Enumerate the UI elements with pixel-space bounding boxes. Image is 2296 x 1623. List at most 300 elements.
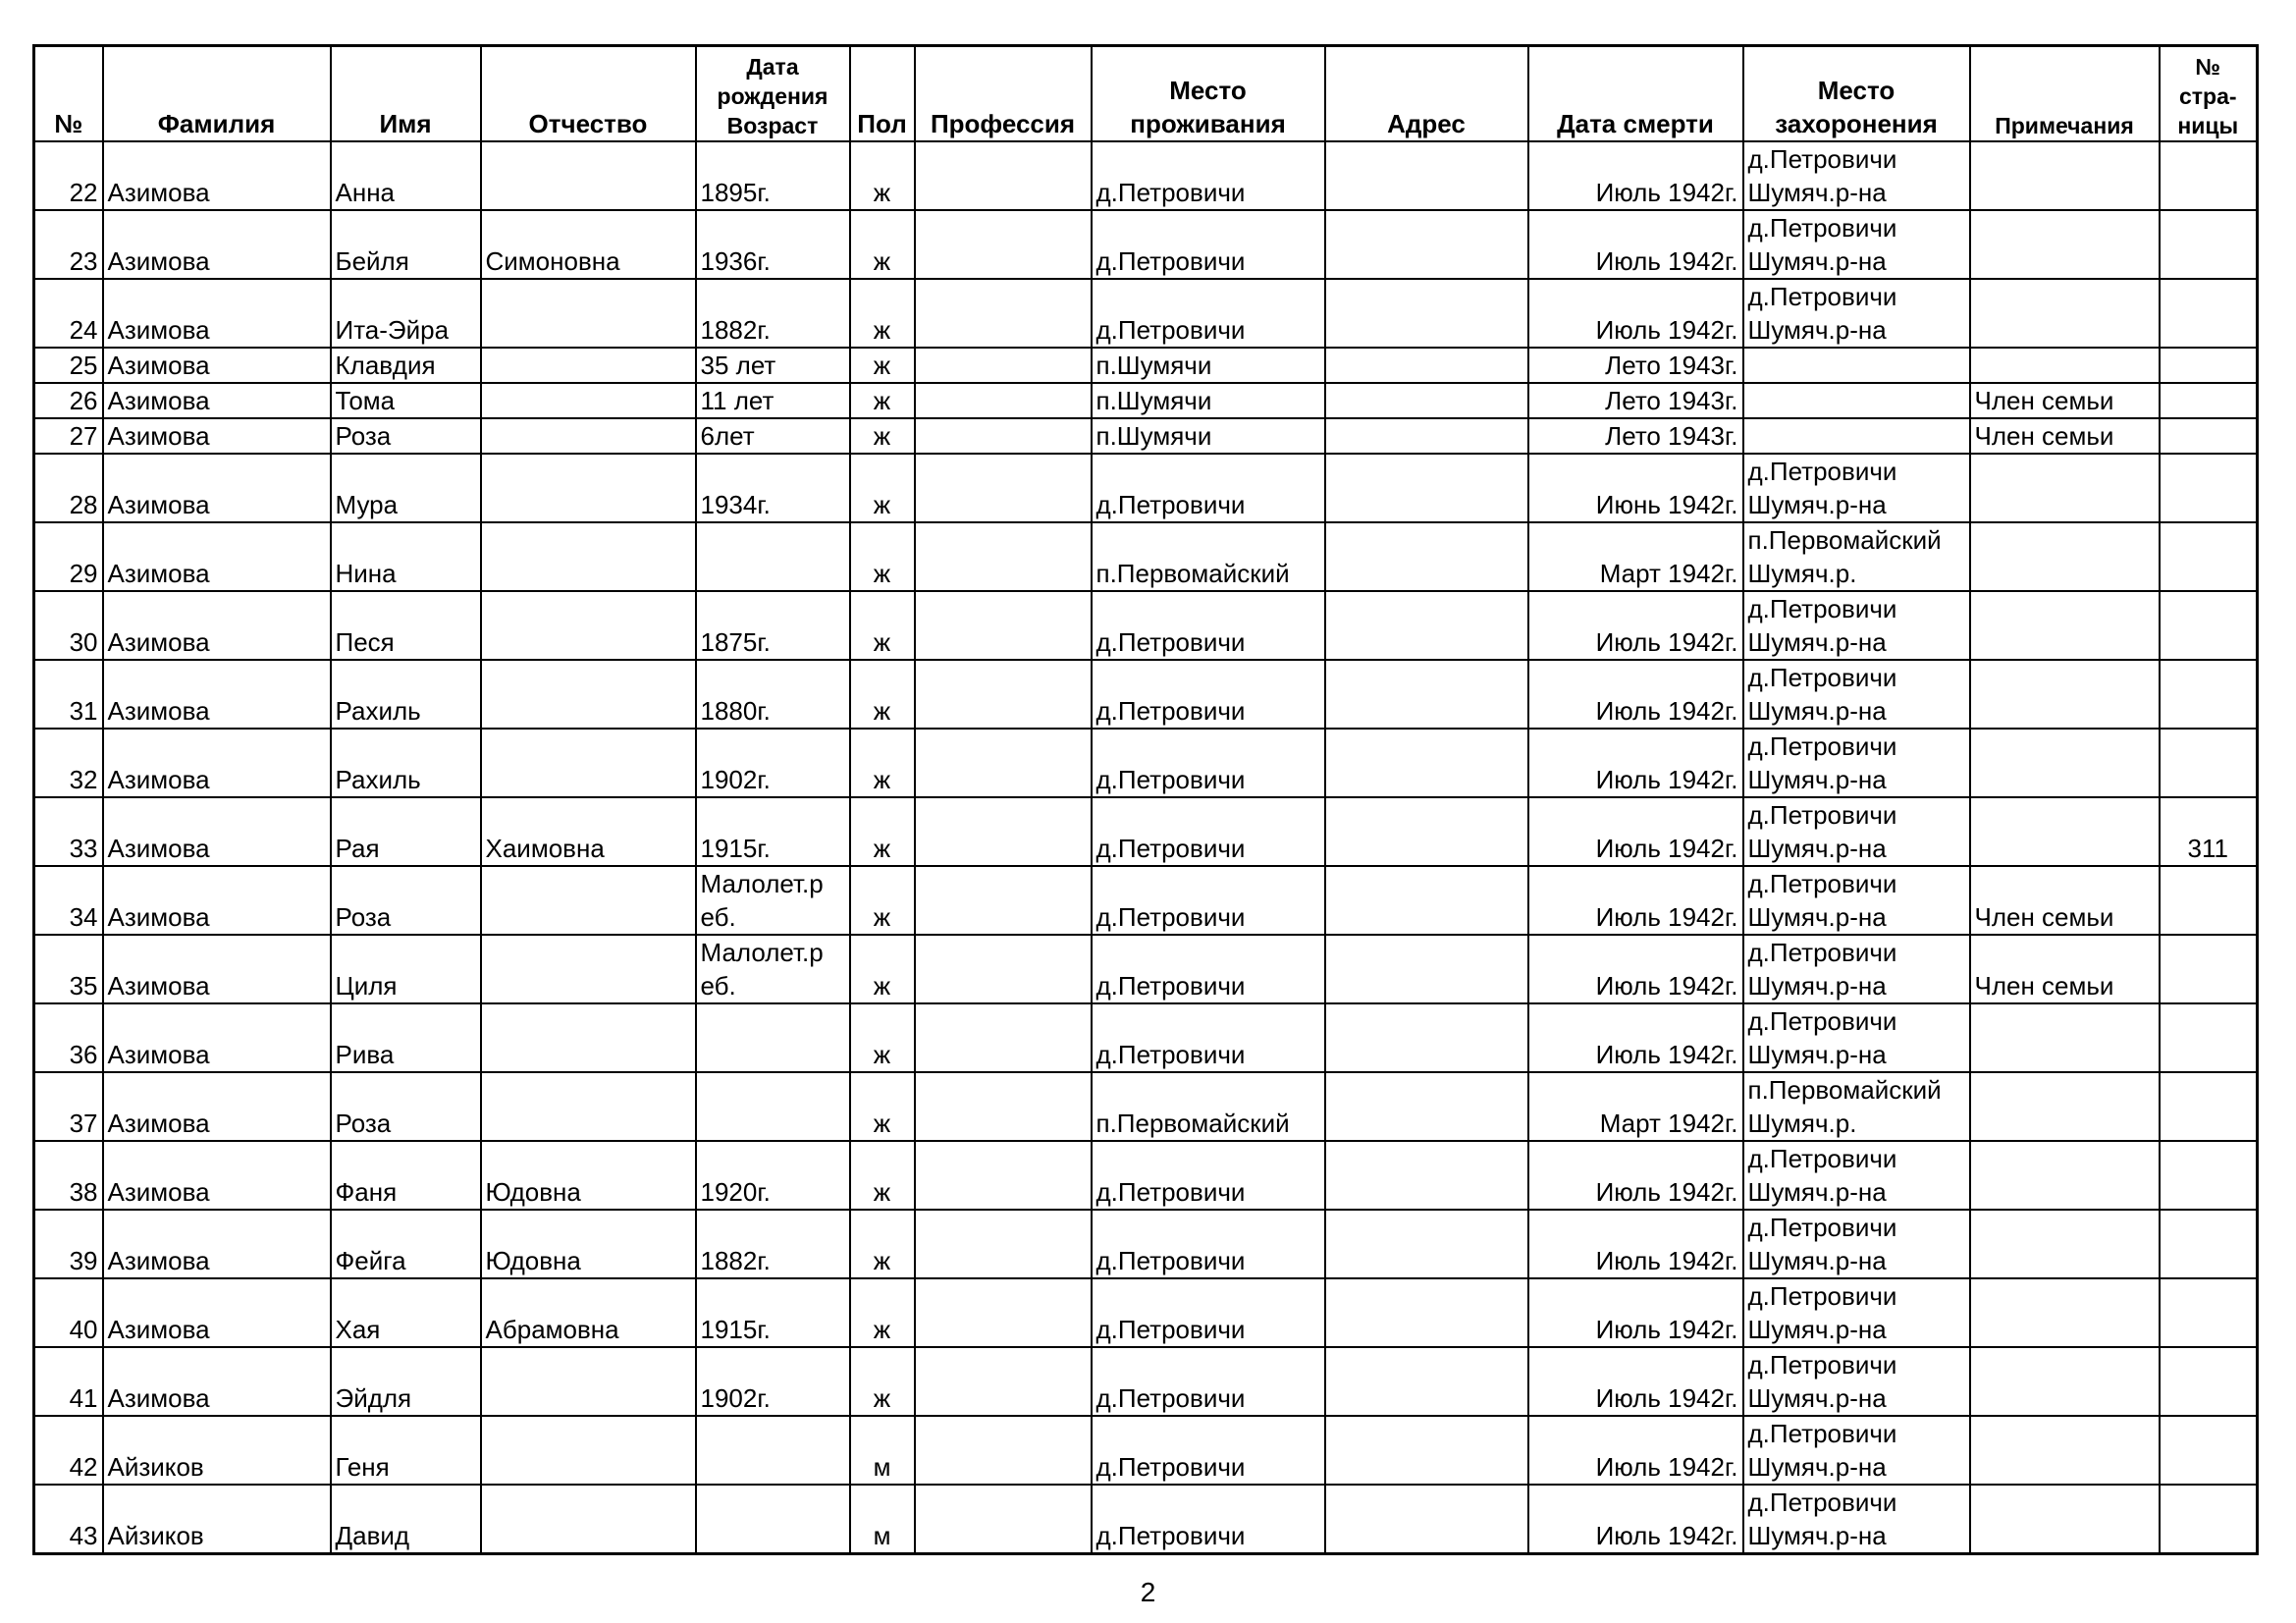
cell-birth-line: 1920г. — [700, 1177, 771, 1207]
cell-residence: д.Петровичи — [1092, 1141, 1325, 1210]
cell-birth — [696, 210, 850, 279]
header-num: № — [34, 46, 103, 142]
cell-notes — [1970, 1278, 2160, 1347]
cell-residence: д.Петровичи — [1092, 866, 1325, 935]
cell-num: 36 — [34, 1003, 103, 1072]
cell-page — [2160, 522, 2258, 591]
cell-patronymic: Хаимовна — [481, 797, 696, 866]
cell-address — [1325, 141, 1528, 210]
cell-surname: Азимова — [103, 279, 331, 348]
cell-address — [1325, 1072, 1528, 1141]
header-patronymic: Отчество — [481, 46, 696, 142]
cell-page — [2160, 141, 2258, 210]
cell-sex: ж — [850, 279, 915, 348]
cell-birth — [696, 866, 850, 935]
header-burial-line2: захоронения — [1775, 109, 1938, 138]
cell-address — [1325, 1347, 1528, 1416]
cell-residence: д.Петровичи — [1092, 729, 1325, 797]
cell-burial — [1743, 1485, 1970, 1554]
header-residence-line2: проживания — [1130, 109, 1286, 138]
cell-birth — [696, 1485, 850, 1554]
cell-burial — [1743, 1072, 1970, 1141]
cell-name: Анна — [331, 141, 481, 210]
cell-burial-line: Шумяч.р-на — [1747, 490, 1887, 519]
cell-address — [1325, 279, 1528, 348]
cell-sex: ж — [850, 729, 915, 797]
cell-name: Рахиль — [331, 660, 481, 729]
cell-sex: ж — [850, 418, 915, 454]
cell-num: 23 — [34, 210, 103, 279]
cell-death: Июль 1942г. — [1528, 660, 1743, 729]
cell-birth — [696, 660, 850, 729]
cell-burial — [1743, 1278, 1970, 1347]
cell-birth-line: 1875г. — [700, 627, 771, 657]
cell-sex: ж — [850, 1072, 915, 1141]
cell-birth-line: 1902г. — [700, 765, 771, 794]
cell-birth — [696, 729, 850, 797]
cell-name: Нина — [331, 522, 481, 591]
cell-burial-line: д.Петровичи — [1747, 1419, 1897, 1448]
header-death-date: Дата смерти — [1528, 46, 1743, 142]
cell-name: Мура — [331, 454, 481, 522]
cell-sex: м — [850, 1485, 915, 1554]
cell-notes — [1970, 348, 2160, 383]
cell-death: Июль 1942г. — [1528, 141, 1743, 210]
cell-residence: д.Петровичи — [1092, 591, 1325, 660]
cell-profession — [915, 348, 1092, 383]
cell-page — [2160, 935, 2258, 1003]
table-row — [34, 279, 2258, 348]
cell-surname: Азимова — [103, 729, 331, 797]
cell-profession — [915, 522, 1092, 591]
cell-birth-line: 1934г. — [700, 490, 771, 519]
cell-num: 27 — [34, 418, 103, 454]
cell-birth — [696, 1003, 850, 1072]
table-row — [34, 729, 2258, 797]
table-row — [34, 1278, 2258, 1347]
cell-burial — [1743, 141, 1970, 210]
cell-burial-line: Шумяч.р-на — [1747, 1040, 1887, 1069]
cell-burial-line: Шумяч.р-на — [1747, 902, 1887, 932]
cell-address — [1325, 591, 1528, 660]
cell-burial-line: Шумяч.р-на — [1747, 1452, 1887, 1482]
register-body — [34, 141, 2258, 1554]
cell-burial-line: д.Петровичи — [1747, 1006, 1897, 1036]
cell-birth-line: Малолет.р — [700, 869, 824, 898]
header-sex: Пол — [850, 46, 915, 142]
header-birth — [696, 46, 850, 142]
header-profession: Профессия — [915, 46, 1092, 142]
cell-surname: Азимова — [103, 1278, 331, 1347]
cell-num: 25 — [34, 348, 103, 383]
cell-name: Фаня — [331, 1141, 481, 1210]
cell-name: Рая — [331, 797, 481, 866]
cell-death: Июль 1942г. — [1528, 1141, 1743, 1210]
table-row — [34, 797, 2258, 866]
cell-num: 40 — [34, 1278, 103, 1347]
cell-residence: д.Петровичи — [1092, 141, 1325, 210]
cell-notes — [1970, 210, 2160, 279]
cell-address — [1325, 1278, 1528, 1347]
cell-death: Июль 1942г. — [1528, 1278, 1743, 1347]
cell-num: 34 — [34, 866, 103, 935]
cell-page — [2160, 1485, 2258, 1554]
header-name: Имя — [331, 46, 481, 142]
cell-sex: м — [850, 1416, 915, 1485]
page-number: 2 — [1140, 1577, 1156, 1607]
cell-birth — [696, 454, 850, 522]
cell-surname: Айзиков — [103, 1416, 331, 1485]
cell-page — [2160, 1141, 2258, 1210]
cell-residence: п.Шумячи — [1092, 383, 1325, 418]
cell-surname: Азимова — [103, 1141, 331, 1210]
cell-birth — [696, 418, 850, 454]
cell-page — [2160, 454, 2258, 522]
cell-residence: д.Петровичи — [1092, 935, 1325, 1003]
cell-sex: ж — [850, 797, 915, 866]
cell-residence: д.Петровичи — [1092, 210, 1325, 279]
cell-burial-line: д.Петровичи — [1747, 1281, 1897, 1311]
table-row — [34, 1141, 2258, 1210]
cell-surname: Азимова — [103, 1003, 331, 1072]
cell-burial — [1743, 729, 1970, 797]
cell-burial — [1743, 1416, 1970, 1485]
cell-address — [1325, 418, 1528, 454]
cell-burial-line: д.Петровичи — [1747, 1488, 1897, 1517]
cell-birth — [696, 1141, 850, 1210]
header-residence-line1: Место — [1169, 76, 1247, 105]
cell-burial-line: д.Петровичи — [1747, 213, 1897, 243]
cell-notes — [1970, 1210, 2160, 1278]
cell-burial-line: Шумяч.р-на — [1747, 1383, 1887, 1413]
cell-birth-line: 1915г. — [700, 834, 771, 863]
cell-burial — [1743, 1003, 1970, 1072]
cell-burial — [1743, 454, 1970, 522]
cell-address — [1325, 383, 1528, 418]
cell-patronymic — [481, 1416, 696, 1485]
cell-burial-line: д.Петровичи — [1747, 282, 1897, 311]
cell-burial-line: п.Первомайский — [1747, 525, 1942, 555]
cell-burial-line: Шумяч.р-на — [1747, 627, 1887, 657]
cell-patronymic — [481, 141, 696, 210]
cell-residence: д.Петровичи — [1092, 454, 1325, 522]
cell-address — [1325, 348, 1528, 383]
cell-birth-line: 1895г. — [700, 178, 771, 207]
cell-death: Июль 1942г. — [1528, 866, 1743, 935]
cell-sex: ж — [850, 660, 915, 729]
cell-sex: ж — [850, 1003, 915, 1072]
cell-burial — [1743, 348, 1970, 383]
cell-name: Хая — [331, 1278, 481, 1347]
cell-patronymic: Симоновна — [481, 210, 696, 279]
cell-burial-line: Шумяч.р-на — [1747, 834, 1887, 863]
cell-profession — [915, 1278, 1092, 1347]
cell-death: Июль 1942г. — [1528, 1003, 1743, 1072]
cell-death: Июнь 1942г. — [1528, 454, 1743, 522]
cell-notes — [1970, 141, 2160, 210]
cell-profession — [915, 1347, 1092, 1416]
cell-notes — [1970, 1485, 2160, 1554]
cell-notes: Член семьи — [1970, 866, 2160, 935]
cell-burial-line: п.Первомайский — [1747, 1075, 1942, 1105]
cell-patronymic: Юдовна — [481, 1210, 696, 1278]
cell-birth — [696, 935, 850, 1003]
cell-notes — [1970, 522, 2160, 591]
cell-profession — [915, 660, 1092, 729]
cell-name: Клавдия — [331, 348, 481, 383]
header-burial-line1: Место — [1817, 76, 1896, 105]
cell-birth — [696, 1278, 850, 1347]
cell-death: Март 1942г. — [1528, 1072, 1743, 1141]
cell-page — [2160, 348, 2258, 383]
cell-burial-line: д.Петровичи — [1747, 1350, 1897, 1380]
cell-burial-line: Шумяч.р-на — [1747, 971, 1887, 1001]
cell-burial-line: д.Петровичи — [1747, 663, 1897, 692]
cell-surname: Азимова — [103, 935, 331, 1003]
cell-burial — [1743, 660, 1970, 729]
cell-sex: ж — [850, 454, 915, 522]
cell-death: Июль 1942г. — [1528, 1210, 1743, 1278]
cell-notes: Член семьи — [1970, 935, 2160, 1003]
cell-birth — [696, 383, 850, 418]
header-page — [2160, 46, 2258, 142]
cell-patronymic — [481, 348, 696, 383]
cell-surname: Азимова — [103, 454, 331, 522]
cell-burial — [1743, 591, 1970, 660]
cell-profession — [915, 591, 1092, 660]
table-row — [34, 1210, 2258, 1278]
cell-residence: д.Петровичи — [1092, 279, 1325, 348]
cell-residence: д.Петровичи — [1092, 1485, 1325, 1554]
cell-birth-line: 35 лет — [700, 351, 776, 380]
cell-address — [1325, 935, 1528, 1003]
cell-profession — [915, 454, 1092, 522]
cell-profession — [915, 729, 1092, 797]
cell-birth-line: 6лет — [700, 421, 755, 451]
cell-profession — [915, 279, 1092, 348]
cell-burial — [1743, 797, 1970, 866]
cell-patronymic — [481, 383, 696, 418]
cell-birth — [696, 522, 850, 591]
cell-page — [2160, 1072, 2258, 1141]
cell-sex: ж — [850, 1278, 915, 1347]
cell-death: Июль 1942г. — [1528, 591, 1743, 660]
cell-burial-line: д.Петровичи — [1747, 457, 1897, 486]
cell-num: 24 — [34, 279, 103, 348]
cell-notes — [1970, 279, 2160, 348]
cell-num: 38 — [34, 1141, 103, 1210]
cell-page — [2160, 210, 2258, 279]
cell-residence: д.Петровичи — [1092, 797, 1325, 866]
cell-birth-line: 1880г. — [700, 696, 771, 726]
header-birth-line2: рождения — [717, 83, 828, 109]
cell-address — [1325, 454, 1528, 522]
header-birth-line1: Дата — [746, 54, 799, 80]
cell-patronymic — [481, 660, 696, 729]
cell-death: Июль 1942г. — [1528, 1416, 1743, 1485]
cell-name: Циля — [331, 935, 481, 1003]
table-row — [34, 866, 2258, 935]
table-row — [34, 935, 2258, 1003]
table-row — [34, 454, 2258, 522]
cell-burial — [1743, 210, 1970, 279]
cell-birth-line: Малолет.р — [700, 938, 824, 967]
cell-death: Лето 1943г. — [1528, 418, 1743, 454]
cell-birth — [696, 1072, 850, 1141]
cell-address — [1325, 866, 1528, 935]
cell-num: 37 — [34, 1072, 103, 1141]
table-row — [34, 660, 2258, 729]
table-row — [34, 522, 2258, 591]
cell-burial-line: д.Петровичи — [1747, 731, 1897, 761]
cell-surname: Азимова — [103, 1210, 331, 1278]
header-page-line3: ницы — [2177, 113, 2239, 138]
cell-name: Рива — [331, 1003, 481, 1072]
cell-notes — [1970, 1347, 2160, 1416]
cell-address — [1325, 1003, 1528, 1072]
cell-address — [1325, 210, 1528, 279]
cell-name: Рахиль — [331, 729, 481, 797]
cell-burial-line: Шумяч.р-на — [1747, 696, 1887, 726]
cell-page — [2160, 279, 2258, 348]
cell-profession — [915, 210, 1092, 279]
cell-surname: Азимова — [103, 1347, 331, 1416]
cell-page — [2160, 418, 2258, 454]
cell-notes — [1970, 1072, 2160, 1141]
table-row — [34, 418, 2258, 454]
cell-residence: д.Петровичи — [1092, 660, 1325, 729]
cell-burial — [1743, 522, 1970, 591]
cell-patronymic: Юдовна — [481, 1141, 696, 1210]
cell-num: 31 — [34, 660, 103, 729]
cell-patronymic — [481, 454, 696, 522]
cell-sex: ж — [850, 866, 915, 935]
cell-notes: Член семьи — [1970, 383, 2160, 418]
cell-address — [1325, 729, 1528, 797]
cell-num: 26 — [34, 383, 103, 418]
cell-burial-line: д.Петровичи — [1747, 800, 1897, 830]
cell-address — [1325, 1416, 1528, 1485]
cell-profession — [915, 1072, 1092, 1141]
cell-birth-line: еб. — [700, 971, 736, 1001]
cell-death: Июль 1942г. — [1528, 797, 1743, 866]
cell-burial-line: Шумяч.р. — [1747, 559, 1857, 588]
cell-sex: ж — [850, 935, 915, 1003]
cell-burial — [1743, 866, 1970, 935]
cell-notes — [1970, 797, 2160, 866]
cell-address — [1325, 1141, 1528, 1210]
cell-birth-line: 1882г. — [700, 315, 771, 345]
cell-num: 39 — [34, 1210, 103, 1278]
cell-name: Роза — [331, 1072, 481, 1141]
cell-sex: ж — [850, 141, 915, 210]
cell-burial-line: д.Петровичи — [1747, 1144, 1897, 1173]
cell-address — [1325, 660, 1528, 729]
cell-num: 29 — [34, 522, 103, 591]
cell-patronymic — [481, 729, 696, 797]
table-row — [34, 210, 2258, 279]
cell-birth — [696, 348, 850, 383]
cell-address — [1325, 522, 1528, 591]
cell-birth — [696, 1210, 850, 1278]
cell-notes — [1970, 660, 2160, 729]
cell-page — [2160, 383, 2258, 418]
header-birth-line3: Возраст — [726, 113, 819, 138]
cell-surname: Азимова — [103, 660, 331, 729]
cell-name: Бейля — [331, 210, 481, 279]
cell-patronymic: Абрамовна — [481, 1278, 696, 1347]
table-row — [34, 383, 2258, 418]
cell-sex: ж — [850, 383, 915, 418]
cell-num: 33 — [34, 797, 103, 866]
cell-death: Июль 1942г. — [1528, 935, 1743, 1003]
cell-num: 22 — [34, 141, 103, 210]
cell-residence: д.Петровичи — [1092, 1278, 1325, 1347]
cell-page — [2160, 591, 2258, 660]
cell-patronymic — [481, 1072, 696, 1141]
cell-notes — [1970, 1416, 2160, 1485]
cell-notes — [1970, 591, 2160, 660]
cell-birth — [696, 591, 850, 660]
table-row — [34, 141, 2258, 210]
cell-address — [1325, 1210, 1528, 1278]
cell-profession — [915, 797, 1092, 866]
cell-profession — [915, 1003, 1092, 1072]
cell-death: Лето 1943г. — [1528, 383, 1743, 418]
cell-residence: п.Первомайский — [1092, 522, 1325, 591]
cell-surname: Азимова — [103, 591, 331, 660]
cell-num: 30 — [34, 591, 103, 660]
cell-patronymic — [481, 935, 696, 1003]
cell-profession — [915, 141, 1092, 210]
cell-profession — [915, 1485, 1092, 1554]
cell-birth-line: еб. — [700, 902, 736, 932]
cell-burial-line: Шумяч.р. — [1747, 1109, 1857, 1138]
cell-sex: ж — [850, 591, 915, 660]
cell-num: 43 — [34, 1485, 103, 1554]
cell-burial-line: Шумяч.р-на — [1747, 178, 1887, 207]
cell-num: 42 — [34, 1416, 103, 1485]
cell-notes — [1970, 729, 2160, 797]
cell-sex: ж — [850, 1141, 915, 1210]
cell-burial — [1743, 279, 1970, 348]
cell-sex: ж — [850, 210, 915, 279]
cell-page: 311 — [2160, 797, 2258, 866]
cell-residence: д.Петровичи — [1092, 1210, 1325, 1278]
table-row — [34, 591, 2258, 660]
header-page-line1: № — [2195, 54, 2221, 80]
cell-death: Июль 1942г. — [1528, 1485, 1743, 1554]
table-row — [34, 348, 2258, 383]
cell-surname: Азимова — [103, 522, 331, 591]
header-burial — [1743, 46, 1970, 142]
cell-patronymic — [481, 279, 696, 348]
cell-burial-line: д.Петровичи — [1747, 594, 1897, 623]
cell-patronymic — [481, 1485, 696, 1554]
cell-burial — [1743, 1347, 1970, 1416]
cell-notes — [1970, 1141, 2160, 1210]
cell-page — [2160, 729, 2258, 797]
cell-birth — [696, 279, 850, 348]
cell-burial-line: Шумяч.р-на — [1747, 246, 1887, 276]
cell-burial-line: Шумяч.р-на — [1747, 1246, 1887, 1275]
cell-name: Эйдля — [331, 1347, 481, 1416]
cell-name: Давид — [331, 1485, 481, 1554]
cell-sex: ж — [850, 348, 915, 383]
cell-burial — [1743, 418, 1970, 454]
header-residence — [1092, 46, 1325, 142]
cell-name: Песя — [331, 591, 481, 660]
